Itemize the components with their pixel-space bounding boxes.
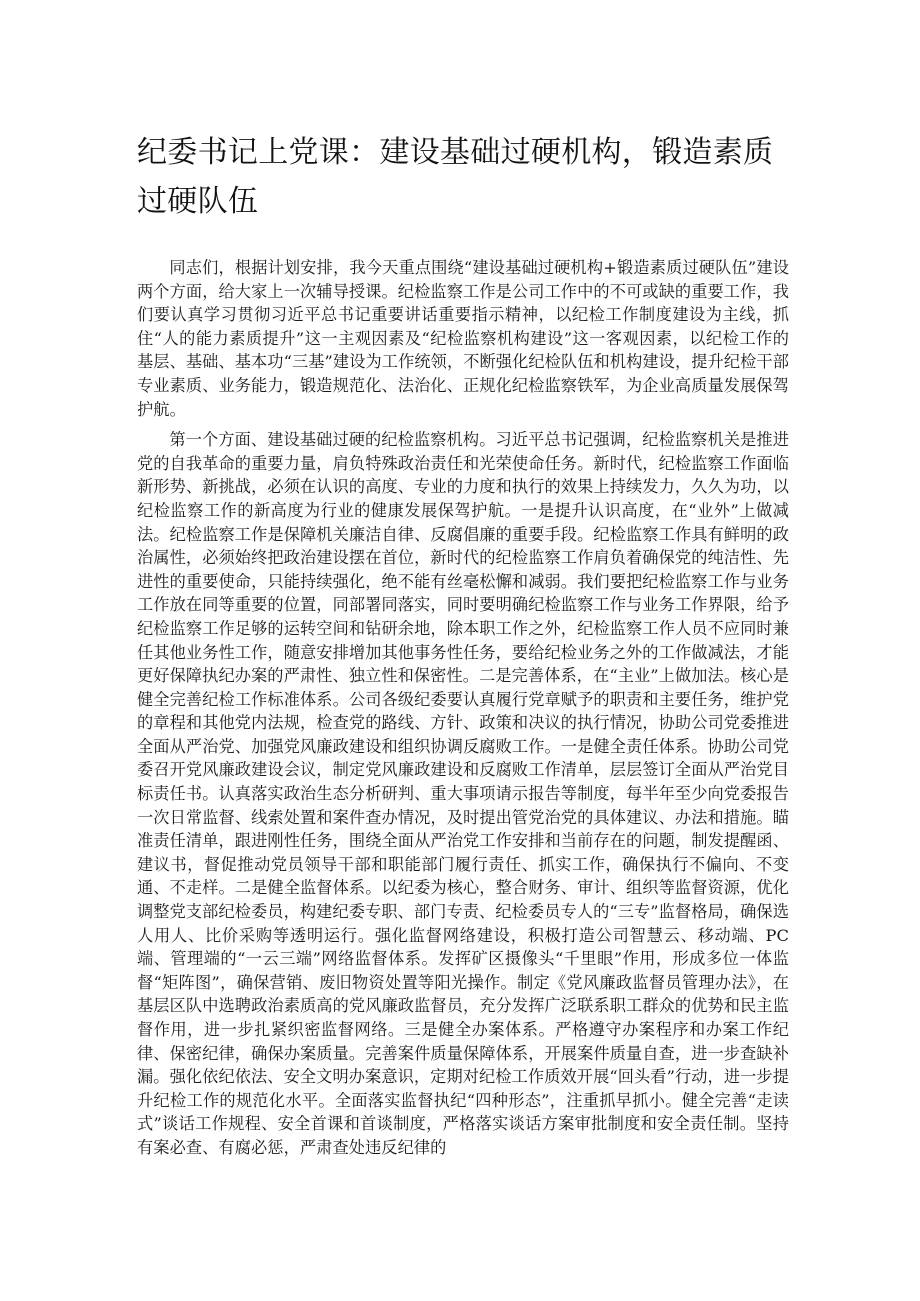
paragraph-section-one: 第一个方面、建设基础过硬的纪检监察机构。习近平总书记强调，纪检监察机关是推进党的自我革命的重要力量，肩负特殊政治责任和光荣使命任务。新时代，纪检监察工作面临新形势、新挑战，必须在认识的高度、专业的力度和执行的效果上持续发力，久久为功，以纪检监察工作的新高度为行业的健康发展保驾护航。一是提升认识高度，在“业外”上做减法。纪检监察工作是保障机关廉洁自律、反腐倡廉的重要手段。纪检监察工作具有鲜明的政治属性，必须始终把政治建设摆在首位，新时代的纪检监察工作肩负着确保党的纯洁性、先进性的重要使命，只能持续强化，绝不能有丝毫松懈和减弱。我们要把纪检监察工作与业务工作放在同等重要的位置，同部署同落实，同时要明确纪检监察工作与业务工作界限，给予纪检监察工作足够的运转空间和钻研余地，除本职工作之外，纪检监察工作人员不应同时兼任其他业务性工作，随意安排增加其他事务性任务，要给纪检业务之外的工作做减法，才能更好保障执纪办案的严肃性、独立性和保密性。二是完善体系，在“主业”上做加法。核心是健全完善纪检工作标准体系。公司各级纪委要认真履行党章赋予的职责和主要任务，维护党的章程和其他党内法规，检查党的路线、方针、政策和决议的执行情况，协助公司党委推进全面从严治党、加强党风廉政建设和组织协调反腐败工作。一是健全责任体系。协助公司党委召开党风廉政建设会议，制定党风廉政建设和反腐败工作清单，层层签订全面从严治党目标责任书。认真落实政治生态分析研判、重大事项请示报告等制度，每半年至少向党委报告一次日常监督、线索处置和案件查办情况，及时提出管党治党的具体建议、办法和措施。瞄准责任清单，跟进刚性任务，围绕全面从严治党工作安排和当前存在的问题，制发提醒函、建议书，督促推动党员领导干部和职能部门履行责任、抓实工作，确保执行不偏向、不变通、不走样。二是健全监督体系。以纪委为核心，整合财务、审计、组织等监督资源，优化调整党支部纪检委员，构建纪委专职、部门专责、纪检委员专人的“三专”监督格局，确保选人用人、比价采购等透明运行。强化监督网络建设，积极打造公司智慧云、移动端、PC端、管理端的“一云三端”网络监督体系。发挥矿区摄像头“千里眼”作用，形成多位一体监督“矩阵图”，确保营销、废旧物资处置等阳光操作。制定《党风廉政监督员管理办法》，在基层区队中选聘政治素质高的党风廉政监督员，充分发挥广泛联系职工群众的优势和民主监督作用，进一步扎紧织密监督网络。三是健全办案体系。严格遵守办案程序和办案工作纪律、保密纪律，确保办案质量。完善案件质量保障体系，开展案件质量自查，进一步查缺补漏。强化依纪依法、安全文明办案意识，定期对纪检工作质效开展“回头看”行动，进一步提升纪检工作的规范化水平。全面落实监督执纪“四种形态”，注重抓早抓小。健全完善“走读式”谈话工作规程、安全首课和首谈制度，严格落实谈话方案审批制度和安全责任制。坚持有案必查、有腐必惩，严肃查处违反纪律的 bbox=[137, 430, 789, 1157]
paragraph-intro: 同志们，根据计划安排，我今天重点围绕“建设基础过硬机构+锻造素质过硬队伍”建设两个方面，给大家上一次辅导授课。纪检监察工作是公司工作中的不可或缺的重要工作，我们要认真学习贯彻习近平总书记重要讲话重要指示精神，以纪检工作制度建设为主线，抓住“人的能力素质提升”这一主观因素及“纪检监察机构建设”这一客观因素，以纪检工作的基层、基础、基本功“三基”建设为工作统领，不断强化纪检队伍和机构建设，提升纪检干部专业素质、业务能力，锻造规范化、法治化、正规化纪检监察铁军，为企业高质量发展保驾护航。 bbox=[137, 258, 789, 419]
document-page bbox=[137, 128, 789, 1160]
document-title: 纪委书记上党课：建设基础过硬机构，锻造素质过硬队伍 bbox=[137, 135, 774, 219]
